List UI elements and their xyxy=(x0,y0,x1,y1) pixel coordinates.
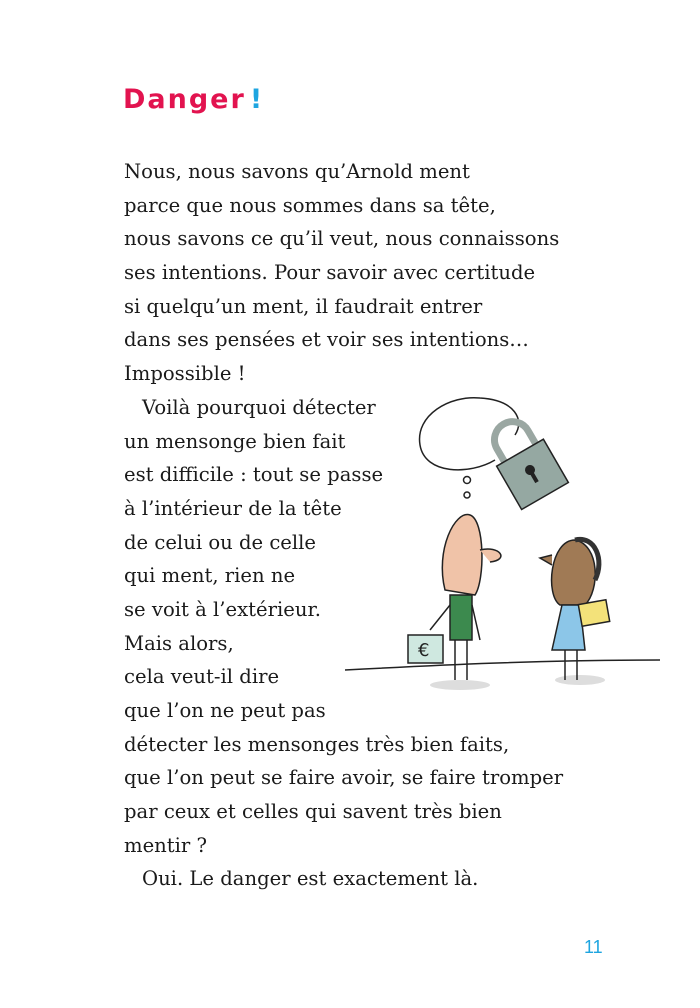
text-line: que l’on ne peut pas xyxy=(124,699,326,722)
text-line: détecter les mensonges très bien faits, xyxy=(124,732,510,756)
text-line: se voit à l’extérieur. xyxy=(124,597,321,621)
ground-line xyxy=(345,660,660,670)
text-line: Impossible ! xyxy=(124,362,246,386)
text-line: mentir ? xyxy=(124,833,208,857)
text-line: Nous, nous savons qu’Arnold ment xyxy=(124,160,470,183)
illustration-two-people-padlock xyxy=(340,390,670,700)
woman-head xyxy=(552,540,596,605)
padlock-icon xyxy=(480,411,568,510)
section-title xyxy=(123,84,264,115)
text-line: à l’intérieur de la tête xyxy=(124,496,342,520)
text-line: Voilà pourquoi détecter xyxy=(142,395,376,419)
text-line: cela veut-il dire xyxy=(124,665,280,689)
euro-icon: € xyxy=(418,640,430,661)
title-exclamation: ! xyxy=(249,84,265,115)
man-head xyxy=(442,515,482,595)
text-line: un mensonge bien fait xyxy=(124,429,346,453)
text-line: nous savons ce qu’il veut, nous connaissons xyxy=(124,227,560,251)
text-line: de celui ou de celle xyxy=(124,530,317,554)
title-text: Danger xyxy=(123,84,246,115)
text-line: ses intentions. Pour savoir avec certitude xyxy=(124,261,536,285)
text-line: parce que nous sommes dans sa tête, xyxy=(124,193,496,217)
text-line: si quelqu’un ment, il faudrait entrer xyxy=(124,294,483,318)
text-line: Mais alors, xyxy=(124,631,234,655)
text-line: qui ment, rien ne xyxy=(124,564,296,588)
text-line: par ceux et celles qui savent très bien xyxy=(124,800,502,824)
text-line: est difficile : tout se passe xyxy=(124,463,384,487)
text-line: Oui. Le danger est exactement là. xyxy=(142,867,479,891)
text-line: que l’on peut se faire avoir, se faire tromper xyxy=(124,766,564,790)
page-number: 11 xyxy=(584,937,603,957)
text-line: dans ses pensées et voir ses intentions… xyxy=(124,328,529,352)
